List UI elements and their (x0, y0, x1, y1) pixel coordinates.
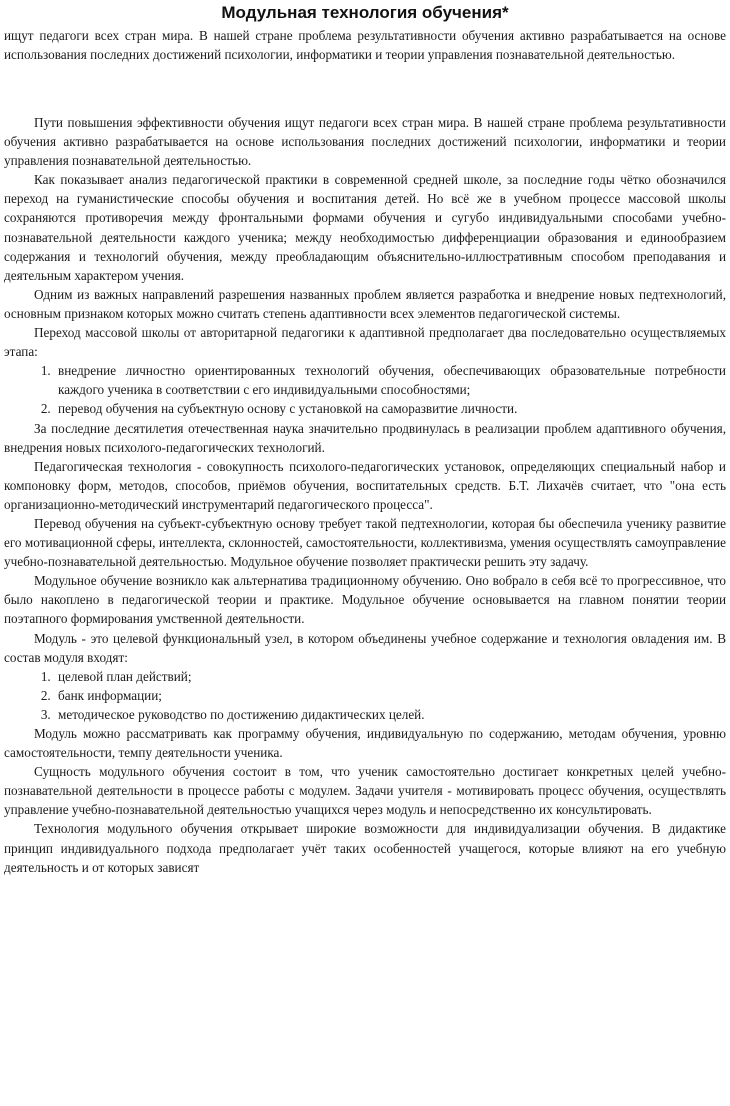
list-item: 3. методическое руководство по достижению дидактических целей. (54, 705, 726, 724)
body-paragraph: Одним из важных направлений разрешения названных проблем является разработка и внедрение новых педтехнологий, основным признаком которых можно считать степень адаптивности всех элементов педагогической системы. (4, 286, 726, 321)
body-paragraph: За последние десятилетия отечественная наука значительно продвинулась в реализации проблем адаптивного обучения, внедрения новых психолого-педагогических технологий. (4, 420, 726, 455)
body-paragraph: Модуль - это целевой функциональный узел, в котором объединены учебное содержание и технология овладения им. В состав модуля входят: (4, 630, 726, 665)
stages-list (4, 361, 726, 418)
module-contents-list (4, 667, 726, 724)
body-paragraph: Модуль можно рассматривать как программу обучения, индивидуальную по содержанию, методам обучения, уровню самостоятельности, темпу деятельности ученика. (4, 726, 726, 761)
list-item: 2. перевод обучения на субъектную основу с установкой на саморазвитие личности. (54, 399, 726, 418)
body-paragraph: Как показывает анализ педагогической практики в современной средней школе, за последние годы чётко обозначился переход на гуманистические способы обучения и воспитания детей. Но всё же в учебном процессе массовой школы сохраняются противоречия между фронтальными формами обучения и сугубо индивидуальными способами учебно-познавательной деятельности каждого ученика; между необходимостью дифференциации образования и единообразием содержания и технологий обучения, между преобладающим объяснительно-иллюстративным способом преподавания и деятельным характером учения. (4, 172, 726, 283)
document-title: Модульная технология обучения* (221, 3, 509, 22)
body-paragraph: Педагогическая технология - совокупность психолого-педагогических установок, определяющих специальный набор и компоновку форм, методов, способов, приёмов обучения, воспитательных средств. Б.Т. Лихачёв считает, что "она есть организационно-методический инструментарий педагогического процесса". (4, 458, 726, 512)
body-paragraph: Пути повышения эффективности обучения ищут педагоги всех стран мира. В нашей стране проблема результативности обучения активно разрабатывается на основе использования последних достижений психологии, информатики и теории управления познавательной деятельностью. (4, 115, 726, 169)
body-paragraph: Перевод обучения на субъект-субъектную основу требует такой педтехнологии, которая бы обеспечила ученику развитие его мотивационной сферы, интеллекта, склонностей, самостоятельности, коллективизма, умения осуществлять самоуправление учебно-познавательной деятельностью. Модульное обучение позволяет практически решить эту задачу. (4, 515, 726, 570)
list-item: 1. внедрение личностно ориентированных технологий обучения, обеспечивающих образовательные потребности каждого ученика в соответствии с его индивидуальными способностями; (54, 361, 726, 399)
body-paragraph: Переход массовой школы от авторитарной педагогики к адаптивной предполагает два последовательно осуществляемых этапа: (4, 325, 726, 360)
section-spacer (4, 64, 726, 113)
body-paragraph: Модульное обучение возникло как альтернатива традиционному обучению. Оно вобрало в себя всё то прогрессивное, что было накоплено в педагогической теории и практике. Модульное обучение основывается на главном понятии теории поэтапного формирования умственной деятельности. (4, 573, 726, 627)
list-item: 1. целевой план действий; (54, 667, 726, 686)
body-paragraph: Сущность модульного обучения состоит в том, что ученик самостоятельно достигает конкретных целей учебно-познавательной деятельности в процессе работы с модулем. Задачи учителя - мотивировать процесс обучения, осуществлять управление учебно-познавательной деятельностью учащихся через модуль и непосредственно их консультировать. (4, 764, 726, 818)
abstract-paragraph: ищут педагоги всех стран мира. В нашей стране проблема результативности обучения активно разрабатывается на основе использования последних достижений психологии, информатики и теории управления познавательной деятельностью. (4, 28, 726, 62)
body-paragraph: Технология модульного обучения открывает широкие возможности для индивидуализации обучения. В дидактике принцип индивидуального подхода предполагает учёт таких особенностей учащегося, которые влияют на его учебную деятельность и от которых зависят (4, 821, 726, 875)
list-item: 2. банк информации; (54, 686, 726, 705)
